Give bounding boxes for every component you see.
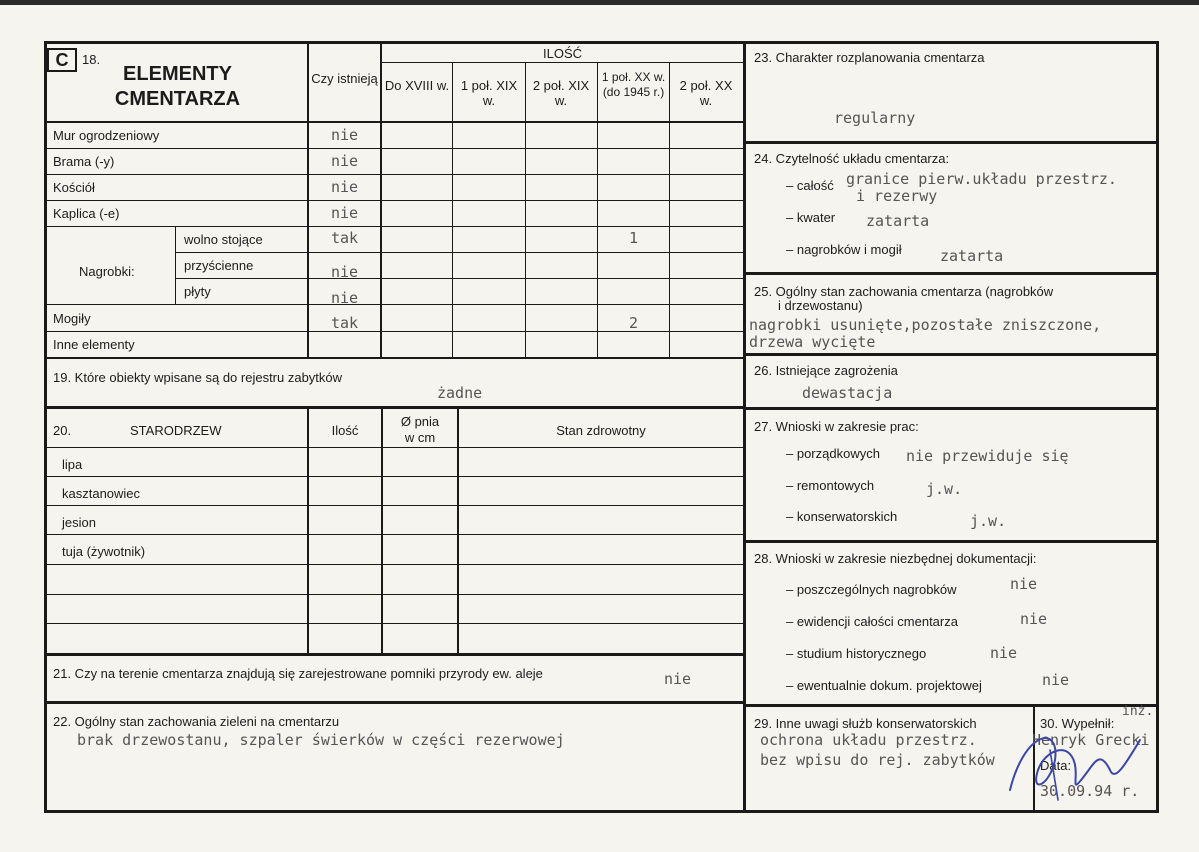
element-label: Brama (-y) bbox=[53, 154, 115, 169]
tree-label: kasztanowiec bbox=[62, 486, 141, 501]
s20-col-count: Ilość bbox=[331, 423, 359, 438]
section-number: 18. bbox=[82, 52, 101, 67]
element-count-value: 2 bbox=[628, 314, 639, 332]
s20-col-diameter: w cm bbox=[404, 430, 436, 445]
section-title-line1: ELEMENTY bbox=[123, 63, 232, 85]
s24-whole-value: granice pierw.układu przestrz. bbox=[846, 170, 1117, 188]
s29-value: bez wpisu do rej. zabytków bbox=[760, 751, 995, 769]
element-count-value: 1 bbox=[628, 229, 639, 247]
s24-graves-value: zatarta bbox=[940, 247, 1004, 265]
s20-col-diameter: Ø pnia bbox=[400, 414, 440, 429]
s28-item-label: – poszczególnych nagrobków bbox=[786, 582, 957, 597]
element-exists-value: tak bbox=[330, 314, 359, 332]
s21-label: 21. Czy na terenie cmentarza znajdują się zarejestrowane pomniki przyrody ew. aleje bbox=[53, 666, 543, 681]
element-label: Mur ogrodzeniowy bbox=[53, 128, 160, 143]
s22-label: 22. Ogólny stan zachowania zieleni na cmentarzu bbox=[53, 714, 340, 729]
s24-whole-label: – całość bbox=[786, 178, 834, 193]
element-label: przyścienne bbox=[184, 258, 254, 273]
period-header: 1 poł. XX w. (do 1945 r.) bbox=[601, 70, 666, 99]
s28-item-value: nie bbox=[1020, 610, 1048, 628]
s20-col-health: Stan zdrowotny bbox=[556, 423, 646, 438]
s28-item-value: nie bbox=[990, 644, 1018, 662]
s25-value: nagrobki usunięte,pozostałe zniszczone, bbox=[749, 316, 1102, 334]
section-letter: C bbox=[47, 48, 77, 72]
s21-value: nie bbox=[664, 670, 692, 688]
tree-label: jesion bbox=[62, 515, 96, 530]
s23-label: 23. Charakter rozplanowania cmentarza bbox=[754, 50, 985, 65]
element-exists-value: nie bbox=[330, 204, 359, 222]
s28-item-value: nie bbox=[1042, 671, 1070, 689]
s28-item-value: nie bbox=[1010, 575, 1038, 593]
period-header: 1 poł. XIX w. bbox=[460, 78, 518, 108]
element-exists-value: tak bbox=[330, 229, 359, 247]
element-exists-value: nie bbox=[330, 126, 359, 144]
s20-number: 20. bbox=[53, 423, 72, 438]
s28-item-label: – ewidencji całości cmentarza bbox=[786, 614, 958, 629]
element-exists-value: nie bbox=[330, 152, 359, 170]
s28-item-label: – studium historycznego bbox=[786, 646, 927, 661]
tree-label: tuja (żywotnik) bbox=[62, 544, 146, 559]
s23-value: regularny bbox=[834, 109, 916, 127]
section-title-line2: CMENTARZA bbox=[114, 88, 241, 110]
s30-date-label: Data: bbox=[1040, 758, 1072, 773]
element-label: Mogiły bbox=[53, 311, 91, 326]
s27-label: 27. Wnioski w zakresie prac: bbox=[754, 419, 919, 434]
s27-item-label: – konserwatorskich bbox=[786, 509, 898, 524]
element-label: Kaplica (-e) bbox=[53, 206, 120, 221]
element-label: Kościół bbox=[53, 180, 95, 195]
s26-value: dewastacja bbox=[802, 384, 893, 402]
element-label: wolno stojące bbox=[184, 232, 263, 247]
s19-label: 19. Które obiekty wpisane są do rejestru zabytków bbox=[53, 370, 343, 385]
s24-quarters-value: zatarta bbox=[866, 212, 930, 230]
s25-label: i drzewostanu) bbox=[778, 298, 863, 313]
col-exists-header: Czy istnieją bbox=[311, 71, 378, 86]
s30-date-value: 30.09.94 r. bbox=[1040, 782, 1140, 800]
s28-label: 28. Wnioski w zakresie niezbędnej dokumentacji: bbox=[754, 551, 1037, 566]
s26-label: 26. Istniejące zagrożenia bbox=[754, 363, 898, 378]
element-label: Inne elementy bbox=[53, 337, 135, 352]
s24-graves-label: – nagrobków i mogił bbox=[786, 242, 902, 257]
s20-title: STARODRZEW bbox=[130, 423, 222, 438]
s25-value: drzewa wycięte bbox=[749, 333, 876, 351]
quantity-group-header: ILOŚĆ bbox=[542, 46, 582, 61]
s27-item-value: j.w. bbox=[926, 480, 963, 498]
s24-quarters-label: – kwater bbox=[786, 210, 836, 225]
s27-item-label: – porządkowych bbox=[786, 446, 880, 461]
s25-label: 25. Ogólny stan zachowania cmentarza (nagrobków bbox=[754, 284, 1054, 299]
s27-item-label: – remontowych bbox=[786, 478, 875, 493]
period-header: Do XVIII w. bbox=[384, 78, 450, 93]
period-header: 2 poł. XX w. bbox=[679, 78, 733, 108]
s24-label: 24. Czytelność układu cmentarza: bbox=[754, 151, 950, 166]
s30-title: inż. bbox=[1122, 704, 1154, 719]
s30-name: Henryk Grecki bbox=[1032, 731, 1150, 749]
s22-value: brak drzewostanu, szpaler świerków w części rezerwowej bbox=[77, 731, 565, 749]
signature bbox=[1000, 720, 1150, 810]
s24-whole-value: i rezerwy bbox=[856, 187, 938, 205]
s28-item-label: – ewentualnie dokum. projektowej bbox=[786, 678, 982, 693]
element-exists-value: nie bbox=[330, 263, 359, 281]
s29-value: ochrona układu przestrz. bbox=[760, 731, 977, 749]
element-exists-value: nie bbox=[330, 289, 359, 307]
s29-label: 29. Inne uwagi służb konserwatorskich bbox=[754, 716, 977, 731]
element-label: płyty bbox=[184, 284, 211, 299]
element-exists-value: nie bbox=[330, 178, 359, 196]
period-header: 2 poł. XIX w. bbox=[532, 78, 590, 108]
scan-edge bbox=[0, 0, 1199, 5]
s19-value: żadne bbox=[437, 384, 483, 402]
graves-group-label: Nagrobki: bbox=[79, 264, 135, 279]
s27-item-value: j.w. bbox=[970, 512, 1007, 530]
s27-item-value: nie przewiduje się bbox=[906, 447, 1069, 465]
s30-label: 30. Wypełnił: bbox=[1040, 716, 1115, 731]
tree-label: lipa bbox=[62, 457, 83, 472]
